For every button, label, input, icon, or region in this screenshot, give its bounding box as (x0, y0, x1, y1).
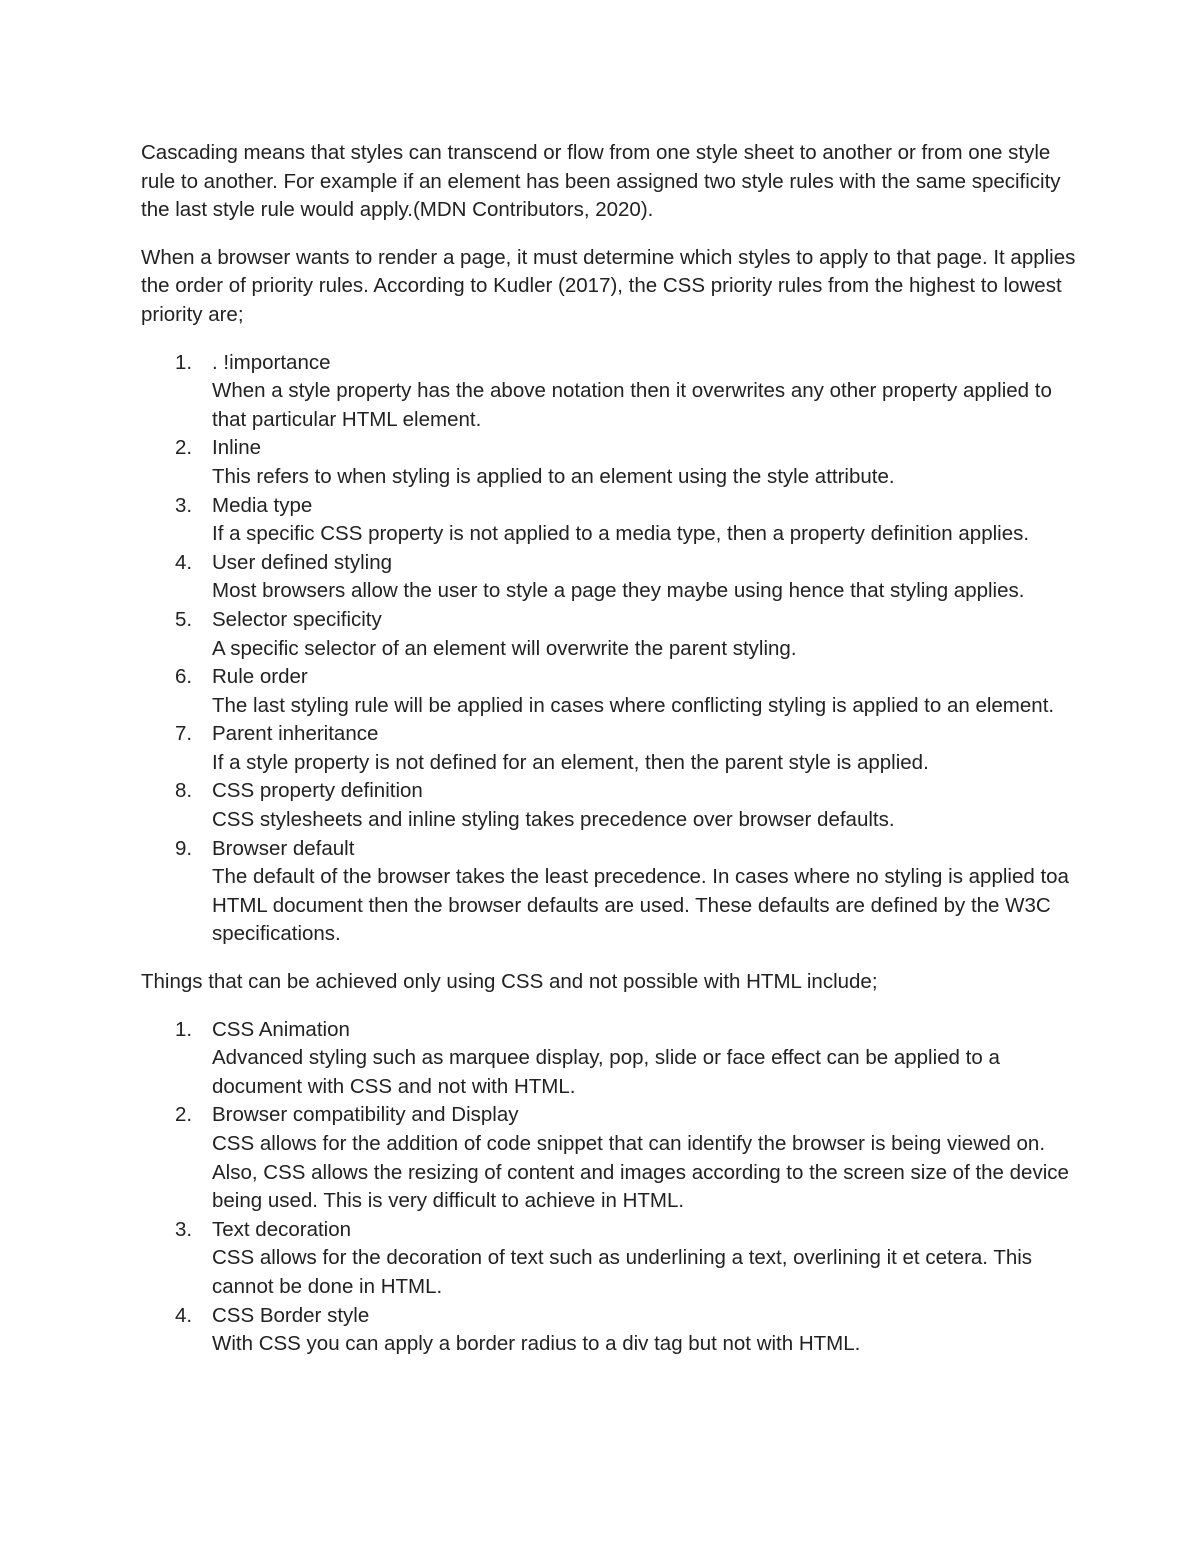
list-item (141, 720, 1076, 777)
list-item (141, 549, 1076, 606)
list-item-description: CSS allows for the addition of code snippet that can identify the browser is being viewed on. Also, CSS allows the resizing of content and images according to the screen size of the device being used. This is very difficult to achieve in HTML. (212, 1132, 1069, 1213)
list-item-title: CSS Animation (212, 1017, 350, 1041)
list-item-title: Browser default (212, 836, 355, 860)
list-item (141, 492, 1076, 549)
list-item (141, 1302, 1076, 1359)
list-item (141, 606, 1076, 663)
list-item-title: User defined styling (212, 550, 393, 574)
paragraph-css-only-intro: Things that can be achieved only using CSS and not possible with HTML include; (141, 970, 878, 994)
priority-rules-list (141, 349, 1076, 949)
list-item-description: When a style property has the above notation then it overwrites any other property applied to that particular HTML element. (212, 379, 1052, 431)
list-item-description: With CSS you can apply a border radius to a div tag but not with HTML. (212, 1332, 861, 1356)
list-item-description: The last styling rule will be applied in cases where conflicting styling is applied to an element. (212, 693, 1055, 717)
list-item (141, 349, 1076, 435)
list-number: 3. (175, 1217, 193, 1241)
list-item (141, 777, 1076, 834)
list-item (141, 1101, 1076, 1215)
paragraph-priority-intro: When a browser wants to render a page, it must determine which styles to apply to that page. It applies the order of priority rules. According to Kudler (2017), the CSS priority rules from the highest to lowest priority are; (141, 245, 1076, 326)
list-item (141, 835, 1076, 949)
list-item-description: If a style property is not defined for an element, then the parent style is applied. (212, 750, 929, 774)
list-item-title: Selector specificity (212, 607, 382, 631)
list-number: 6. (175, 665, 193, 689)
css-only-list (141, 1016, 1076, 1359)
list-item-title: Parent inheritance (212, 722, 379, 746)
list-item-title: Inline (212, 436, 262, 460)
list-number: 4. (175, 550, 193, 574)
list-item-title: Text decoration (212, 1217, 352, 1241)
list-number: 3. (175, 493, 193, 517)
list-number: 9. (175, 836, 193, 860)
list-item-title: . !importance (212, 350, 331, 374)
list-number: 7. (175, 722, 193, 746)
list-item-description: If a specific CSS property is not applied to a media type, then a property definition applies. (212, 522, 1030, 546)
list-number: 4. (175, 1303, 193, 1327)
list-number: 2. (175, 1103, 193, 1127)
list-item-description: Most browsers allow the user to style a page they maybe using hence that styling applies. (212, 579, 1025, 603)
list-item-title: CSS property definition (212, 779, 423, 803)
list-item-title: Browser compatibility and Display (212, 1103, 519, 1127)
list-item-description: CSS allows for the decoration of text such as underlining a text, overlining it et cetera. This cannot be done in HTML. (212, 1246, 1033, 1298)
list-number: 2. (175, 436, 193, 460)
list-item-description: CSS stylesheets and inline styling takes precedence over browser defaults. (212, 808, 895, 832)
list-item (141, 1216, 1076, 1302)
list-number: 1. (175, 350, 193, 374)
list-item-title: Rule order (212, 665, 308, 689)
list-item-description: Advanced styling such as marquee display, pop, slide or face effect can be applied to a document with CSS and not with HTML. (212, 1046, 1000, 1098)
list-item (141, 434, 1076, 491)
list-item-description: A specific selector of an element will overwrite the parent styling. (212, 636, 797, 660)
list-item-title: Media type (212, 493, 313, 517)
document-page (141, 139, 1076, 1378)
list-item-description: This refers to when styling is applied to an element using the style attribute. (212, 464, 895, 488)
list-number: 1. (175, 1017, 193, 1041)
list-item (141, 1016, 1076, 1102)
list-item-title: CSS Border style (212, 1303, 370, 1327)
list-item-description: The default of the browser takes the least precedence. In cases where no styling is applied toa HTML document then the browser defaults are used. These defaults are defined by the W3C specifications. (212, 865, 1069, 946)
list-item (141, 663, 1076, 720)
paragraph-cascading: Cascading means that styles can transcend or flow from one style sheet to another or from one style rule to another. For example if an element has been assigned two style rules with the same specificity the last style rule would apply.(MDN Contributors, 2020). (141, 141, 1061, 222)
list-number: 5. (175, 607, 193, 631)
list-number: 8. (175, 779, 193, 803)
